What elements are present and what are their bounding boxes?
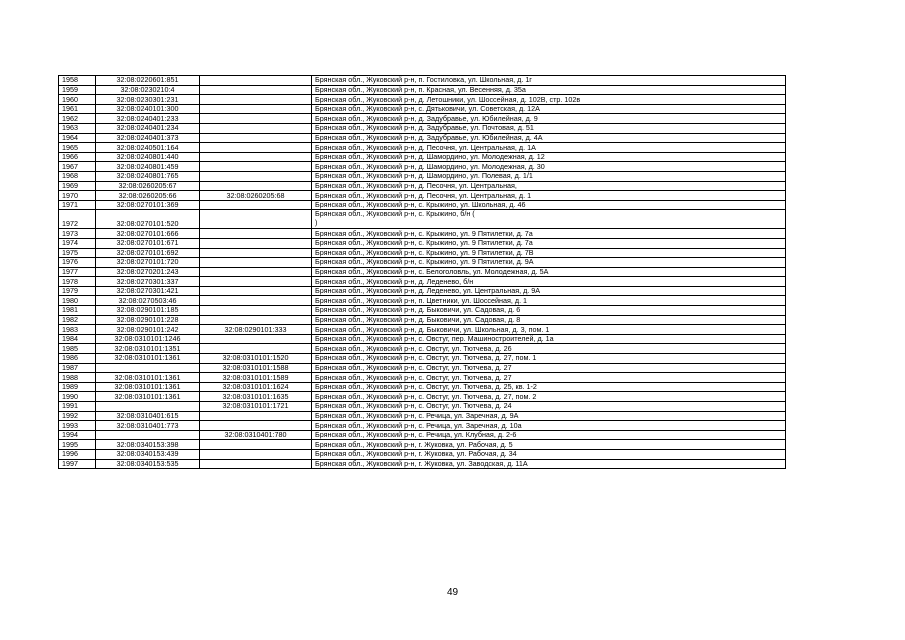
related-cadastral-number-cell: [200, 421, 312, 431]
address-cell: Брянская обл., Жуковский р-н, д. Летошники, ул. Шоссейная, д. 102В, стр. 102в: [312, 95, 786, 105]
row-number-cell: 1958: [59, 76, 96, 86]
related-cadastral-number-cell: [200, 114, 312, 124]
table-row: [59, 210, 786, 229]
related-cadastral-number-cell: [200, 315, 312, 325]
address-cell: Брянская обл., Жуковский р-н, с. Овстуг, ул. Тютчева, д. 27, пом. 1: [312, 354, 786, 364]
table-row: [59, 95, 786, 105]
address-cell: Брянская обл., Жуковский р-н, с. Крыжино, ул. 9 Пятилетки, д. 7а: [312, 229, 786, 239]
address-cell: Брянская обл., Жуковский р-н, с. Овстуг, ул. Тютчева, д. 24: [312, 402, 786, 412]
cadastral-number-cell: 32:08:0310401:615: [96, 411, 200, 421]
related-cadastral-number-cell: [200, 267, 312, 277]
related-cadastral-number-cell: [200, 200, 312, 210]
related-cadastral-number-cell: [200, 258, 312, 268]
table-row: [59, 421, 786, 431]
table-row: [59, 181, 786, 191]
related-cadastral-number-cell: 32:08:0260205:68: [200, 191, 312, 201]
table-row: [59, 430, 786, 440]
row-number-cell: 1990: [59, 392, 96, 402]
address-cell: Брянская обл., Жуковский р-н, с. Дятьковичи, ул. Советская, д. 12А: [312, 104, 786, 114]
row-number-cell: 1963: [59, 123, 96, 133]
row-number-cell: 1981: [59, 306, 96, 316]
table-row: [59, 382, 786, 392]
row-number-cell: 1988: [59, 373, 96, 383]
row-number-cell: 1983: [59, 325, 96, 335]
table-row: [59, 334, 786, 344]
address-cell: Брянская обл., Жуковский р-н, г. Жуковка, ул. Рабочая, д. 5: [312, 440, 786, 450]
cadastral-number-cell: 32:08:0240401:373: [96, 133, 200, 143]
cadastral-number-cell: 32:08:0230301:231: [96, 95, 200, 105]
address-cell: Брянская обл., Жуковский р-н, д. Леденево, ул. Центральная, д. 9А: [312, 286, 786, 296]
row-number-cell: 1965: [59, 143, 96, 153]
related-cadastral-number-cell: 32:08:0290101:333: [200, 325, 312, 335]
row-number-cell: 1968: [59, 171, 96, 181]
address-cell: Брянская обл., Жуковский р-н, п. Красная, ул. Весенняя, д. 35а: [312, 85, 786, 95]
row-number-cell: 1995: [59, 440, 96, 450]
cadastral-number-cell: 32:08:0290101:242: [96, 325, 200, 335]
address-cell: Брянская обл., Жуковский р-н, с. Крыжино, ул. Школьная, д. 46: [312, 200, 786, 210]
cadastral-number-cell: 32:08:0240401:233: [96, 114, 200, 124]
cadastral-number-cell: 32:08:0240801:765: [96, 171, 200, 181]
row-number-cell: 1979: [59, 286, 96, 296]
table-row: [59, 123, 786, 133]
table-row: [59, 104, 786, 114]
row-number-cell: 1994: [59, 430, 96, 440]
row-number-cell: 1964: [59, 133, 96, 143]
related-cadastral-number-cell: [200, 449, 312, 459]
address-cell: Брянская обл., Жуковский р-н, с. Овстуг, ул. Тютчева, д. 27: [312, 373, 786, 383]
address-cell: Брянская обл., Жуковский р-н, д. Быковичи, ул. Садовая, д. 8: [312, 315, 786, 325]
address-cell: Брянская обл., Жуковский р-н, д. Леденево, б/н: [312, 277, 786, 287]
table-row: [59, 258, 786, 268]
table-row: [59, 411, 786, 421]
address-cell: Брянская обл., Жуковский р-н, д. Быковичи, ул. Школьная, д. 3, пом. 1: [312, 325, 786, 335]
cadastral-number-cell: 32:08:0240401:234: [96, 123, 200, 133]
table-row: [59, 200, 786, 210]
cadastral-number-cell: 32:08:0270301:337: [96, 277, 200, 287]
records-table: [58, 75, 786, 469]
related-cadastral-number-cell: [200, 95, 312, 105]
address-cell: Брянская обл., Жуковский р-н, д. Песочня, ул. Центральная, д. 1А: [312, 143, 786, 153]
table-row: [59, 229, 786, 239]
row-number-cell: 1975: [59, 248, 96, 258]
table-row: [59, 354, 786, 364]
table-row: [59, 248, 786, 258]
table-row: [59, 171, 786, 181]
related-cadastral-number-cell: [200, 181, 312, 191]
row-number-cell: 1986: [59, 354, 96, 364]
cadastral-number-cell: 32:08:0260205:67: [96, 181, 200, 191]
row-number-cell: 1966: [59, 152, 96, 162]
related-cadastral-number-cell: [200, 210, 312, 229]
table-row: [59, 296, 786, 306]
address-cell: Брянская обл., Жуковский р-н, с. Крыжино, ул. 9 Пятилетки, д. 7В: [312, 248, 786, 258]
table-row: [59, 315, 786, 325]
row-number-cell: 1996: [59, 449, 96, 459]
cadastral-number-cell: 32:08:0270101:671: [96, 238, 200, 248]
row-number-cell: 1967: [59, 162, 96, 172]
row-number-cell: 1982: [59, 315, 96, 325]
table-row: [59, 325, 786, 335]
cadastral-number-cell: 32:08:0310101:1361: [96, 354, 200, 364]
row-number-cell: 1991: [59, 402, 96, 412]
cadastral-number-cell: 32:08:0310101:1351: [96, 344, 200, 354]
address-cell: Брянская обл., Жуковский р-н, с. Речица, ул. Заречная, д. 10а: [312, 421, 786, 431]
address-cell: Брянская обл., Жуковский р-н, с. Овстуг, ул. Тютчева, д. 27: [312, 363, 786, 373]
cadastral-number-cell: [96, 402, 200, 412]
related-cadastral-number-cell: [200, 76, 312, 86]
cadastral-number-cell: 32:08:0310401:773: [96, 421, 200, 431]
row-number-cell: 1980: [59, 296, 96, 306]
address-cell: Брянская обл., Жуковский р-н, д. Шамордино, ул. Молодежная, д. 12: [312, 152, 786, 162]
cadastral-number-cell: 32:08:0260205:66: [96, 191, 200, 201]
table-row: [59, 114, 786, 124]
row-number-cell: 1978: [59, 277, 96, 287]
table-row: [59, 440, 786, 450]
address-cell: Брянская обл., Жуковский р-н, с. Речица, ул. Клубная, д. 2-6: [312, 430, 786, 440]
cadastral-number-cell: [96, 363, 200, 373]
cadastral-number-cell: 32:08:0230210:4: [96, 85, 200, 95]
related-cadastral-number-cell: [200, 248, 312, 258]
related-cadastral-number-cell: 32:08:0310101:1589: [200, 373, 312, 383]
page-number: 49: [446, 587, 459, 598]
address-cell: Брянская обл., Жуковский р-н, д. Задубравье, ул. Юбилейная, д. 4А: [312, 133, 786, 143]
address-cell: Брянская обл., Жуковский р-н, с. Овстуг, ул. Тютчева, д. 27, пом. 2: [312, 392, 786, 402]
related-cadastral-number-cell: [200, 171, 312, 181]
table-row: [59, 392, 786, 402]
cadastral-number-cell: 32:08:0310101:1361: [96, 373, 200, 383]
row-number-cell: 1992: [59, 411, 96, 421]
row-number-cell: 1985: [59, 344, 96, 354]
row-number-cell: 1972: [59, 210, 96, 229]
row-number-cell: 1987: [59, 363, 96, 373]
row-number-cell: 1969: [59, 181, 96, 191]
table-row: [59, 85, 786, 95]
cadastral-number-cell: 32:08:0340153:439: [96, 449, 200, 459]
cadastral-number-cell: 32:08:0270101:720: [96, 258, 200, 268]
address-cell: Брянская обл., Жуковский р-н, д. Задубравье, ул. Почтовая, д. 51: [312, 123, 786, 133]
table-row: [59, 449, 786, 459]
address-cell: Брянская обл., Жуковский р-н, с. Белоголовль, ул. Молодежная, д. 5А: [312, 267, 786, 277]
address-line: ): [315, 217, 318, 227]
row-number-cell: 1961: [59, 104, 96, 114]
cadastral-number-cell: 32:08:0310101:1361: [96, 382, 200, 392]
address-cell: Брянская обл., Жуковский р-н, с. Крыжино, ул. 9 Пятилетки, д. 7а: [312, 238, 786, 248]
related-cadastral-number-cell: [200, 277, 312, 287]
related-cadastral-number-cell: 32:08:0310101:1721: [200, 402, 312, 412]
row-number-cell: 1971: [59, 200, 96, 210]
related-cadastral-number-cell: [200, 152, 312, 162]
related-cadastral-number-cell: 32:08:0310101:1588: [200, 363, 312, 373]
address-cell: Брянская обл., Жуковский р-н, с. Крыжино, ул. 9 Пятилетки, д. 9А: [312, 258, 786, 268]
cadastral-number-cell: 32:08:0270101:692: [96, 248, 200, 258]
table-row: [59, 286, 786, 296]
address-cell: [312, 210, 786, 229]
address-cell: Брянская обл., Жуковский р-н, с. Овстуг, ул. Тютчева, д. 26: [312, 344, 786, 354]
related-cadastral-number-cell: [200, 286, 312, 296]
address-cell: Брянская обл., Жуковский р-н, д. Задубравье, ул. Юбилейная, д. 9: [312, 114, 786, 124]
address-cell: Брянская обл., Жуковский р-н, с. Речица, ул. Заречная, д. 9А: [312, 411, 786, 421]
address-cell: Брянская обл., Жуковский р-н, д. Песочня, ул. Центральная, д. 1: [312, 191, 786, 201]
related-cadastral-number-cell: [200, 162, 312, 172]
table-row: [59, 363, 786, 373]
cadastral-number-cell: 32:08:0270301:421: [96, 286, 200, 296]
address-cell: Брянская обл., Жуковский р-н, д. Шамордино, ул. Полевая, д. 1/1: [312, 171, 786, 181]
row-number-cell: 1962: [59, 114, 96, 124]
related-cadastral-number-cell: 32:08:0310101:1635: [200, 392, 312, 402]
related-cadastral-number-cell: [200, 238, 312, 248]
table-row: [59, 402, 786, 412]
related-cadastral-number-cell: [200, 344, 312, 354]
cadastral-number-cell: 32:08:0270101:666: [96, 229, 200, 239]
address-cell: Брянская обл., Жуковский р-н, д. Песочня, ул. Центральная,: [312, 181, 786, 191]
cadastral-number-cell: 32:08:0270101:520: [96, 210, 200, 229]
address-cell: Брянская обл., Жуковский р-н, с. Овстуг, пер. Машиностроителей, д. 1а: [312, 334, 786, 344]
row-number-cell: 1977: [59, 267, 96, 277]
cadastral-number-cell: 32:08:0310101:1361: [96, 392, 200, 402]
cadastral-number-cell: 32:08:0240101:300: [96, 104, 200, 114]
address-cell: Брянская обл., Жуковский р-н, г. Жуковка, ул. Заводская, д. 11А: [312, 459, 786, 469]
row-number-cell: 1976: [59, 258, 96, 268]
related-cadastral-number-cell: [200, 123, 312, 133]
table-row: [59, 306, 786, 316]
related-cadastral-number-cell: [200, 306, 312, 316]
related-cadastral-number-cell: [200, 143, 312, 153]
row-number-cell: 1960: [59, 95, 96, 105]
cadastral-number-cell: 32:08:0340153:398: [96, 440, 200, 450]
related-cadastral-number-cell: 32:08:0310101:1624: [200, 382, 312, 392]
table-row: [59, 267, 786, 277]
related-cadastral-number-cell: 32:08:0310401:780: [200, 430, 312, 440]
cadastral-number-cell: 32:08:0220601:851: [96, 76, 200, 86]
row-number-cell: 1993: [59, 421, 96, 431]
related-cadastral-number-cell: 32:08:0310101:1520: [200, 354, 312, 364]
table-row: [59, 191, 786, 201]
address-cell: Брянская обл., Жуковский р-н, д. Шамордино, ул. Молодежная, д. 30: [312, 162, 786, 172]
cadastral-number-cell: 32:08:0290101:228: [96, 315, 200, 325]
table-row: [59, 143, 786, 153]
row-number-cell: 1989: [59, 382, 96, 392]
related-cadastral-number-cell: [200, 411, 312, 421]
address-cell: Брянская обл., Жуковский р-н, д. Быковичи, ул. Садовая, д. 6: [312, 306, 786, 316]
cadastral-number-cell: 32:08:0290101:185: [96, 306, 200, 316]
row-number-cell: 1970: [59, 191, 96, 201]
table-row: [59, 238, 786, 248]
address-cell: Брянская обл., Жуковский р-н, с. Овстуг, ул. Тютчева, д. 25, кв. 1-2: [312, 382, 786, 392]
row-number-cell: 1973: [59, 229, 96, 239]
cadastral-number-cell: 32:08:0240801:459: [96, 162, 200, 172]
cadastral-number-cell: 32:08:0270201:243: [96, 267, 200, 277]
related-cadastral-number-cell: [200, 85, 312, 95]
address-cell: Брянская обл., Жуковский р-н, п. Гостиловка, ул. Школьная, д. 1г: [312, 76, 786, 86]
related-cadastral-number-cell: [200, 296, 312, 306]
table-row: [59, 344, 786, 354]
cadastral-number-cell: 32:08:0270503:46: [96, 296, 200, 306]
cadastral-number-cell: 32:08:0240501:164: [96, 143, 200, 153]
cadastral-number-cell: [96, 430, 200, 440]
related-cadastral-number-cell: [200, 133, 312, 143]
row-number-cell: 1984: [59, 334, 96, 344]
table-row: [59, 133, 786, 143]
address-cell: Брянская обл., Жуковский р-н, п. Цветники, ул. Шоссейная, д. 1: [312, 296, 786, 306]
address-line: Брянская обл., Жуковский р-н, с. Крыжино, б/н (: [315, 209, 475, 219]
related-cadastral-number-cell: [200, 334, 312, 344]
table-row: [59, 277, 786, 287]
cadastral-number-cell: 32:08:0270101:369: [96, 200, 200, 210]
records-table-body: [59, 76, 786, 469]
table-row: [59, 76, 786, 86]
related-cadastral-number-cell: [200, 440, 312, 450]
table-row: [59, 459, 786, 469]
cadastral-number-cell: 32:08:0240801:440: [96, 152, 200, 162]
table-row: [59, 373, 786, 383]
table-row: [59, 152, 786, 162]
row-number-cell: 1997: [59, 459, 96, 469]
cadastral-number-cell: 32:08:0310101:1246: [96, 334, 200, 344]
related-cadastral-number-cell: [200, 104, 312, 114]
row-number-cell: 1959: [59, 85, 96, 95]
row-number-cell: 1974: [59, 238, 96, 248]
address-cell: Брянская обл., Жуковский р-н, г. Жуковка, ул. Рабочая, д. 34: [312, 449, 786, 459]
related-cadastral-number-cell: [200, 229, 312, 239]
table-row: [59, 162, 786, 172]
related-cadastral-number-cell: [200, 459, 312, 469]
cadastral-number-cell: 32:08:0340153:535: [96, 459, 200, 469]
